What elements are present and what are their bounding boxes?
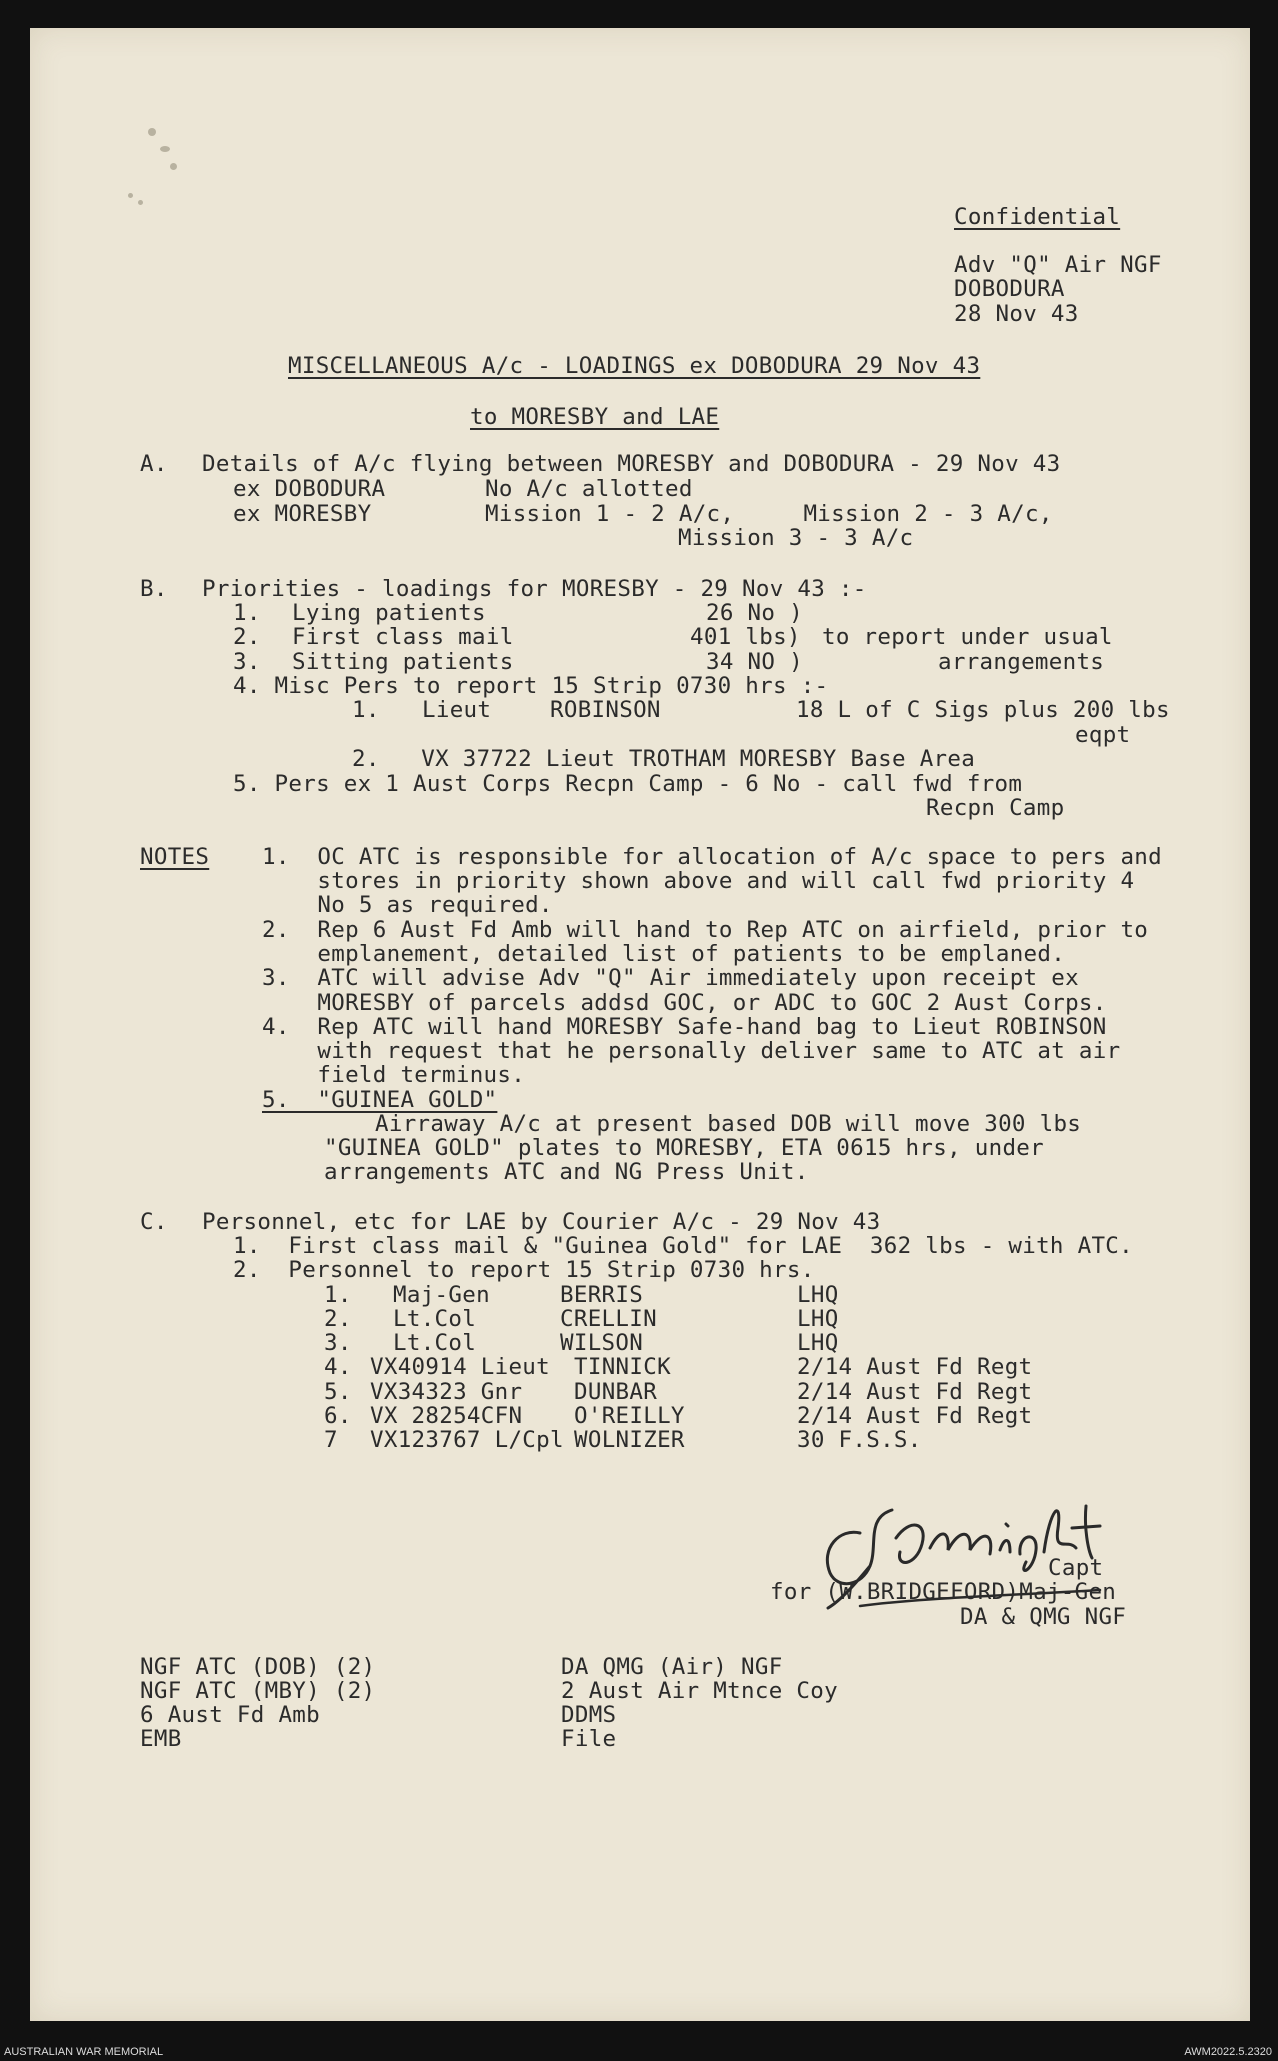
from-location: DOBODURA xyxy=(954,276,1065,302)
section-a-row-value: No A/c allotted xyxy=(485,476,693,502)
note-line: 4. Rep ATC will hand MORESBY Safe-hand bag to Lieut ROBINSON xyxy=(262,1014,1107,1040)
note-line: 2. Rep 6 Aust Fd Amb will hand to Rep ATC on airfield, prior to xyxy=(262,917,1149,943)
personnel-unit: 2/14 Aust Fd Regt xyxy=(797,1354,1033,1380)
note-line: 3. ATC will advise Adv "Q" Air immediately upon receipt ex xyxy=(262,965,1079,991)
priority-item-4: 4. Misc Pers to report 15 Strip 0730 hrs :- xyxy=(233,673,829,699)
personnel-rank: VX34323 Gnr xyxy=(370,1379,523,1405)
note-5-body: arrangements ATC and NG Press Unit. xyxy=(324,1159,809,1185)
misc-pers-rank: Lieut xyxy=(422,697,492,723)
document-date: 28 Nov 43 xyxy=(954,301,1079,327)
priority-text: First class mail xyxy=(292,624,514,650)
archive-footer xyxy=(0,2044,1278,2061)
personnel-name: CRELLIN xyxy=(560,1306,657,1332)
personnel-num: 7 xyxy=(324,1427,338,1453)
signatory-appointment: DA & QMG NGF xyxy=(960,1604,1127,1630)
distribution-item: 6 Aust Fd Amb xyxy=(140,1702,320,1728)
priority-qty: 401 lbs) xyxy=(690,624,801,650)
distribution-item: EMB xyxy=(140,1726,182,1752)
from-line: Adv "Q" Air NGF xyxy=(954,252,1162,278)
priority-text: Sitting patients xyxy=(292,649,514,675)
note-line: 1. OC ATC is responsible for allocation of A/c space to pers and xyxy=(262,844,1162,870)
section-c-label: C. xyxy=(140,1209,168,1235)
distribution-item: 2 Aust Air Mtnce Coy xyxy=(561,1678,838,1704)
misc-pers-name: ROBINSON xyxy=(550,697,661,723)
staple-mark xyxy=(170,163,177,170)
note-line: MORESBY of parcels addsd GOC, or ADC to GOC 2 Aust Corps. xyxy=(262,990,1107,1016)
personnel-name: O'REILLY xyxy=(574,1403,685,1429)
personnel-name: BERRIS xyxy=(560,1282,644,1308)
note-5-body: Airraway A/c at present based DOB will move 300 lbs xyxy=(375,1111,1082,1137)
staple-mark xyxy=(148,128,156,136)
personnel-num: 3. xyxy=(324,1330,352,1356)
staple-mark xyxy=(128,193,133,198)
personnel-rank: Maj-Gen xyxy=(393,1282,490,1308)
personnel-num: 6. xyxy=(324,1403,352,1429)
section-a-row-value: Mission 1 - 2 A/c, Mission 2 - 3 A/c, xyxy=(485,501,1053,527)
note-line: field terminus. xyxy=(262,1062,526,1088)
misc-pers-unit-cont: eqpt xyxy=(1075,722,1131,748)
note-line: with request that he personally deliver same to ATC at air xyxy=(262,1038,1121,1064)
notes-label: NOTES xyxy=(140,844,210,870)
priority-num: 3. xyxy=(233,649,261,675)
priority-item-5-cont: Recpn Camp xyxy=(926,795,1065,821)
personnel-rank: Lt.Col xyxy=(393,1306,477,1332)
staple-mark xyxy=(138,200,143,205)
personnel-rank: Lt.Col xyxy=(393,1330,477,1356)
section-a-row-value: Mission 3 - 3 A/c xyxy=(678,525,914,551)
section-c-item: 2. Personnel to report 15 Strip 0730 hrs. xyxy=(233,1257,815,1283)
distribution-item: File xyxy=(561,1726,617,1752)
misc-pers-unit: 18 L of C Sigs plus 200 lbs xyxy=(796,697,1170,723)
personnel-unit: LHQ xyxy=(797,1282,839,1308)
note-5-body: "GUINEA GOLD" plates to MORESBY, ETA 0615 hrs, under xyxy=(324,1135,1044,1161)
section-a-label: A. xyxy=(140,451,168,477)
page-subtitle: to MORESBY and LAE xyxy=(470,404,720,430)
note-line: 5. "GUINEA GOLD" xyxy=(262,1087,498,1113)
distribution-item: DDMS xyxy=(561,1702,617,1728)
distribution-item: NGF ATC (DOB) (2) xyxy=(140,1654,376,1680)
note-line: No 5 as required. xyxy=(262,892,553,918)
priority-note: to report under usual xyxy=(822,624,1113,650)
misc-pers-2: 2. VX 37722 Lieut TROTHAM MORESBY Base Area xyxy=(352,746,976,772)
personnel-unit: 2/14 Aust Fd Regt xyxy=(797,1403,1033,1429)
priority-item-5: 5. Pers ex 1 Aust Corps Recpn Camp - 6 No - call fwd from xyxy=(233,771,1023,797)
section-b-label: B. xyxy=(140,576,168,602)
signatory-rank: Capt xyxy=(1048,1555,1104,1581)
priority-num: 2. xyxy=(233,624,261,650)
distribution-item: DA QMG (Air) NGF xyxy=(561,1654,783,1680)
personnel-name: TINNICK xyxy=(574,1354,671,1380)
personnel-num: 1. xyxy=(324,1282,352,1308)
personnel-unit: LHQ xyxy=(797,1330,839,1356)
archive-reference: AWM2022.5.2320 xyxy=(1184,2046,1272,2058)
priority-note: arrangements xyxy=(938,649,1105,675)
document-page xyxy=(30,28,1250,2021)
note-line: emplanement, detailed list of patients to be emplaned. xyxy=(262,941,1066,967)
priority-text: Lying patients xyxy=(292,600,486,626)
personnel-rank: VX40914 Lieut xyxy=(370,1354,550,1380)
archive-name: AUSTRALIAN WAR MEMORIAL xyxy=(4,2046,164,2058)
personnel-unit: LHQ xyxy=(797,1306,839,1332)
priority-num: 1. xyxy=(233,600,261,626)
personnel-unit: 2/14 Aust Fd Regt xyxy=(797,1379,1033,1405)
personnel-rank: VX123767 L/Cpl xyxy=(370,1427,564,1453)
personnel-name: DUNBAR xyxy=(574,1379,658,1405)
priority-qty: 34 NO ) xyxy=(706,649,803,675)
section-a-row-from: ex MORESBY xyxy=(233,501,372,527)
section-a-row-from: ex DOBODURA xyxy=(233,476,386,502)
personnel-unit: 30 F.S.S. xyxy=(797,1427,922,1453)
section-a-heading: Details of A/c flying between MORESBY and DOBODURA - 29 Nov 43 xyxy=(202,451,1061,477)
personnel-num: 5. xyxy=(324,1379,352,1405)
misc-pers-num: 1. xyxy=(352,697,380,723)
section-c-heading: Personnel, etc for LAE by Courier A/c - 29 Nov 43 xyxy=(202,1209,881,1235)
note-line: stores in priority shown above and will call fwd priority 4 xyxy=(262,868,1135,894)
signatory-line: for (W.BRIDGEFORD)Maj-Gen xyxy=(770,1579,1117,1605)
section-b-heading: Priorities - loadings for MORESBY - 29 Nov 43 :- xyxy=(202,576,867,602)
personnel-num: 4. xyxy=(324,1354,352,1380)
distribution-item: NGF ATC (MBY) (2) xyxy=(140,1678,376,1704)
personnel-name: WILSON xyxy=(560,1330,644,1356)
section-c-item: 1. First class mail & "Guinea Gold" for LAE 362 lbs - with ATC. xyxy=(233,1233,1133,1259)
staple-mark xyxy=(160,146,170,152)
personnel-name: WOLNIZER xyxy=(574,1427,685,1453)
personnel-num: 2. xyxy=(324,1306,352,1332)
page-title: MISCELLANEOUS A/c - LOADINGS ex DOBODURA 29 Nov 43 xyxy=(288,353,981,379)
classification: Confidential xyxy=(954,204,1121,230)
personnel-rank: VX 28254CFN xyxy=(370,1403,523,1429)
priority-qty: 26 No ) xyxy=(706,600,803,626)
